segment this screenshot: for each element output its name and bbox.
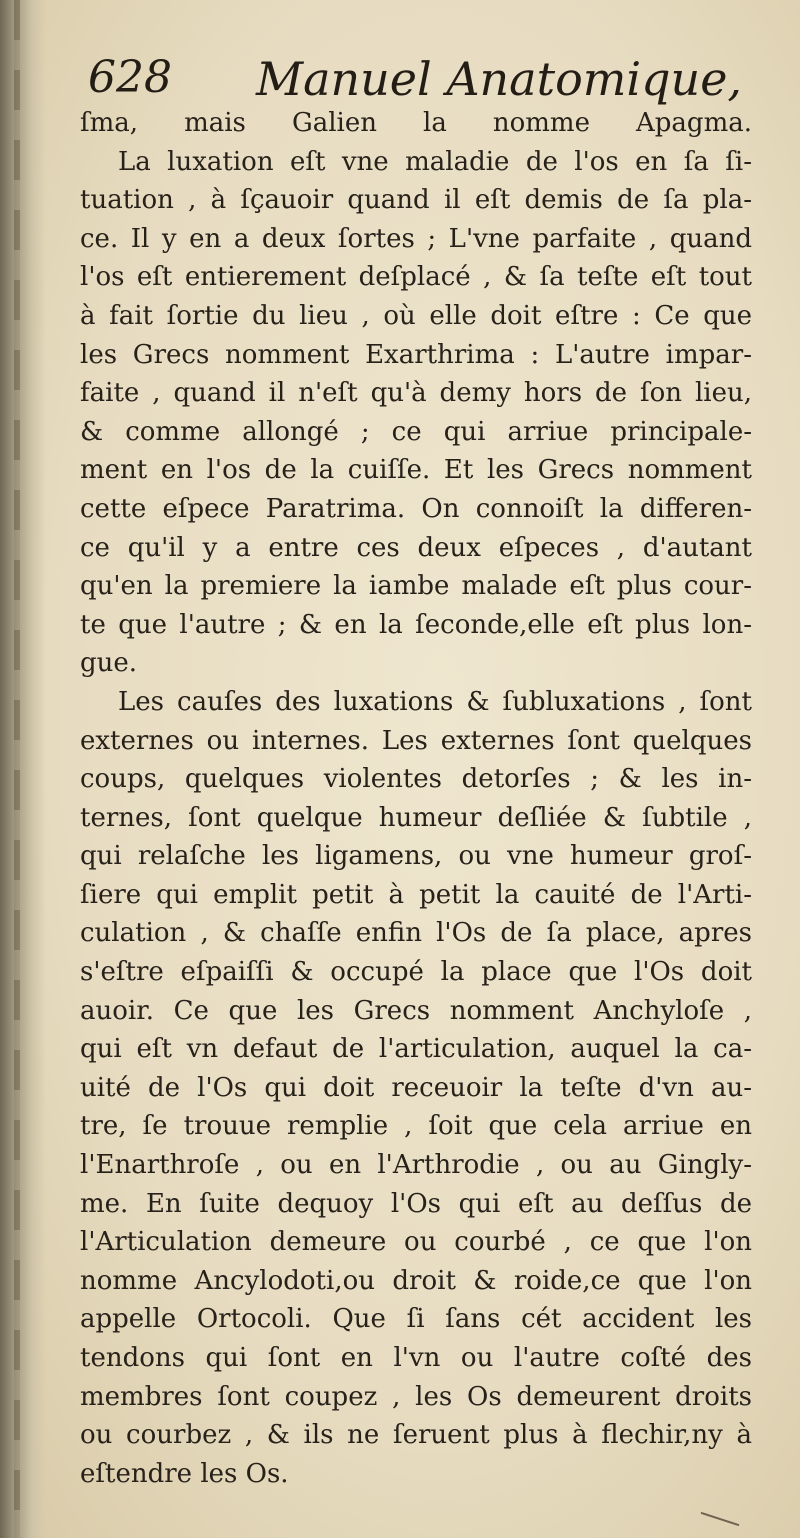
text-line: te que l'autre ; & en la ſeconde,elle eſt plus lon- [80,609,752,640]
page-edge-stain [14,0,20,1538]
text-line: gue. [80,648,138,679]
text-line: membres ſont coupez , les Os demeurent droits [80,1381,752,1412]
text-line: externes ou internes. Les externes ſont quelques [80,725,752,756]
text-line: qui eſt vn defaut de l'articulation, auquel la ca- [80,1034,752,1065]
text-line: tre, ſe trouue remplie , ſoit que cela arriue en [80,1111,752,1142]
page-binding-shadow [0,0,46,1538]
text-line: faite , quand il n'eſt qu'à demy hors de ſon lieu, [80,378,752,409]
text-line: nomme Ancylodoti,ou droit & roide,ce que l'on [80,1265,752,1296]
text-line: auoir. Ce que les Grecs nomment Anchyloſe , [80,995,752,1026]
text-line: ſma, mais Galien la nomme Apagma. [80,108,752,138]
text-line: & comme allongé ; ce qui arriue principale- [80,416,752,447]
text-line: me. En ſuite dequoy l'Os qui eſt au deſſus de [80,1188,752,1219]
text-line: coups, quelques violentes detorſes ; & les in- [80,764,752,795]
text-line: culation , & chaſſe enfin l'Os de ſa place, apres [80,918,752,949]
running-title: Manuel Anatomique, [256,52,743,106]
text-line: ou courbez , & ils ne ſeruent plus à flechir,ny à [80,1420,752,1451]
text-line: qu'en la premiere la iambe malade eſt plus cour- [80,571,752,602]
text-line: l'Articulation demeure ou courbé , ce que l'on [80,1227,752,1258]
text-line: s'eſtre eſpaiſſi & occupé la place que l'Os doit [80,957,752,988]
page-header [88,40,748,110]
text-line: les Grecs nomment Exarthrima : L'autre impar- [80,339,752,370]
text-line: l'os eſt entierement deſplacé , & ſa teſte eſt tout [80,262,752,293]
text-line: tendons qui ſont en l'vn ou l'autre coſté des [80,1343,752,1373]
text-line: ment en l'os de la cuiſſe. Et les Grecs nomment [80,455,752,486]
text-line: appelle Ortocoli. Que ſi ſans cét accident les [80,1304,752,1335]
text-line: uité de l'Os qui doit receuoir la teſte d'vn au- [80,1072,752,1103]
text-line: ce. Il y en a deux ſortes ; L'vne parfaite , quand [80,223,752,254]
body-text [80,104,752,1493]
text-line: l'Enarthroſe , ou en l'Arthrodie , ou au Gingly- [80,1150,752,1181]
text-line: cette eſpece Paratrima. On connoiſt la differen- [80,493,752,524]
text-line: ſiere qui emplit petit à petit la cauité de l'Arti- [80,879,752,910]
text-line: La luxation eſt vne maladie de l'os en ſa ſi- [118,146,752,177]
text-line: eſtendre les Os. [80,1458,289,1489]
text-line: ternes, ſont quelque humeur deſliée & ſubtile , [80,802,752,833]
text-line: qui relaſche les ligamens, ou vne humeur groſ- [80,841,752,872]
text-line: ce qu'il y a entre ces deux eſpeces , d'autant [80,532,752,563]
paper-tear-mark [701,1512,740,1526]
page-number: 628 [88,52,172,103]
text-line: Les cauſes des luxations & ſubluxations , ſont [118,686,752,717]
text-line: à fait ſortie du lieu , où elle doit eſtre : Ce que [80,300,752,331]
text-line: tuation , à ſçauoir quand il eſt demis de ſa pla- [80,185,752,216]
